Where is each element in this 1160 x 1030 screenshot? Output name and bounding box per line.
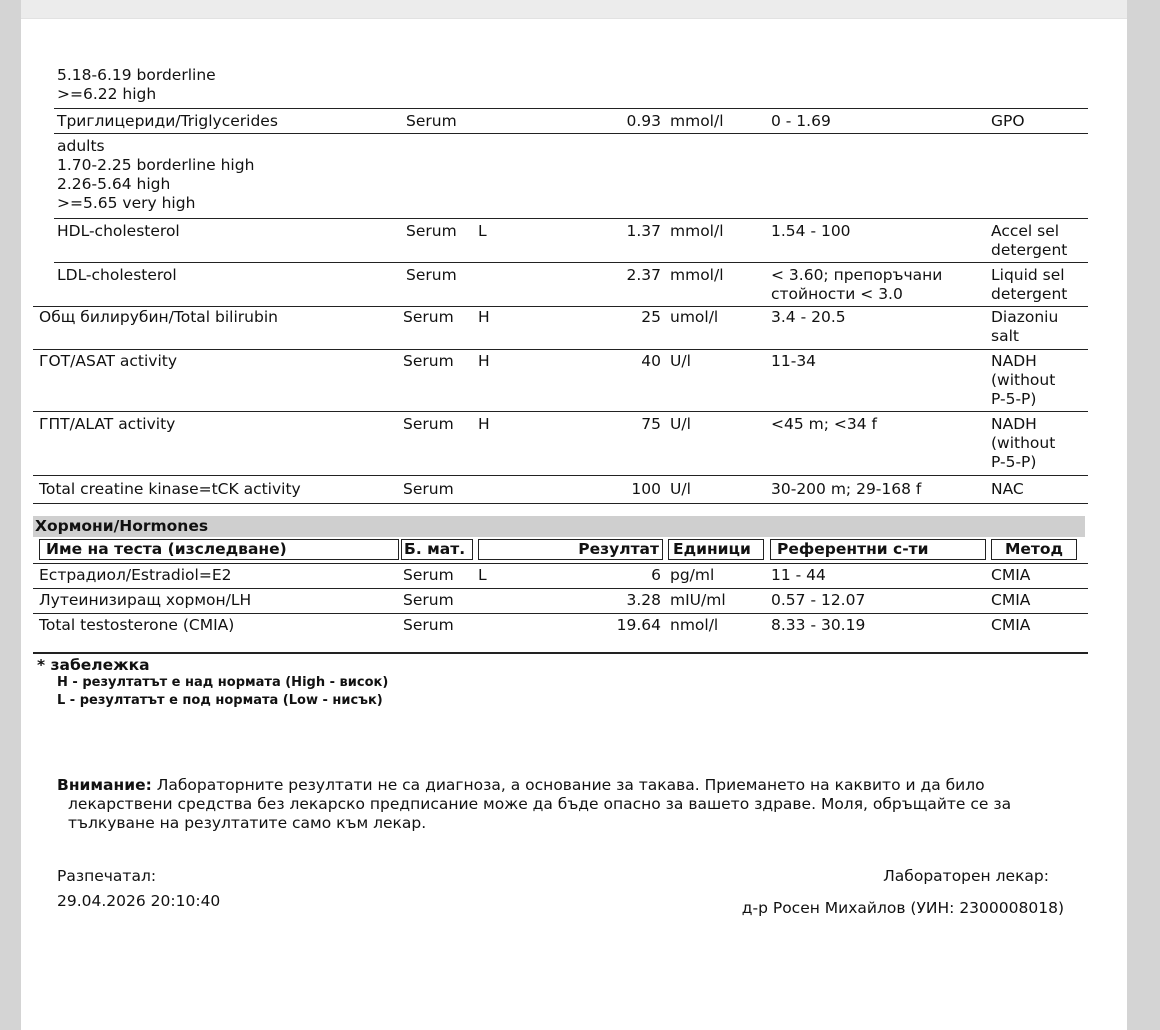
material: Serum	[406, 266, 457, 284]
result-value: 1.37	[626, 222, 661, 240]
unit: mIU/ml	[670, 591, 726, 609]
test-name: HDL-cholesterol	[57, 222, 180, 240]
row-divider	[33, 588, 1088, 589]
row-divider	[33, 503, 1088, 504]
result-value: 25	[641, 308, 661, 326]
unit: mmol/l	[670, 266, 724, 284]
method: NADH	[991, 415, 1037, 433]
test-name: LDL-cholesterol	[57, 266, 177, 284]
method: NADH	[991, 352, 1037, 370]
unit: pg/ml	[670, 566, 715, 584]
doctor-name: д-р Росен Михайлов (УИН: 2300008018)	[741, 899, 1064, 917]
material: Serum	[403, 566, 454, 584]
test-name: Общ билирубин/Total bilirubin	[39, 308, 278, 326]
reference-range: 1.54 - 100	[771, 222, 851, 240]
flag: H	[478, 352, 490, 370]
unit: mmol/l	[670, 222, 724, 240]
material: Serum	[403, 308, 454, 326]
row-divider	[33, 411, 1088, 412]
note-line: >=6.22 high	[57, 85, 157, 103]
test-name: Триглицериди/Triglycerides	[57, 112, 278, 130]
row-divider	[33, 613, 1088, 614]
reference-range: 11-34	[771, 352, 817, 370]
material: Serum	[403, 352, 454, 370]
material: Serum	[406, 222, 457, 240]
result-value: 100	[631, 480, 661, 498]
note-line: >=5.65 very high	[57, 194, 196, 212]
header-test-name: Име на теста (изследване)	[39, 539, 399, 560]
reference-range: стойности < 3.0	[771, 285, 903, 303]
note-line: adults	[57, 137, 105, 155]
method: salt	[991, 327, 1019, 345]
flag: L	[478, 566, 487, 584]
printed-date: 29.04.2026 20:10:40	[57, 892, 221, 910]
header-method: Метод	[991, 539, 1077, 560]
note-line: 1.70-2.25 borderline high	[57, 156, 255, 174]
method: (without	[991, 371, 1056, 389]
unit: umol/l	[670, 308, 719, 326]
method: Accel sel	[991, 222, 1060, 240]
flag: H	[478, 308, 490, 326]
method: GPO	[991, 112, 1025, 130]
legend-title: * забележка	[37, 656, 150, 674]
method: P-5-P)	[991, 390, 1037, 408]
header-result: Резултат	[478, 539, 663, 560]
method: CMIA	[991, 616, 1031, 634]
header-reference: Референтни с-ти	[770, 539, 986, 560]
unit: U/l	[670, 415, 691, 433]
test-name: Total testosterone (CMIA)	[39, 616, 235, 634]
method: CMIA	[991, 566, 1031, 584]
result-value: 6	[651, 566, 661, 584]
row-divider	[33, 306, 1088, 307]
reference-range: 3.4 - 20.5	[771, 308, 846, 326]
method: detergent	[991, 241, 1068, 259]
flag: H	[478, 415, 490, 433]
unit: U/l	[670, 480, 691, 498]
unit: mmol/l	[670, 112, 724, 130]
material: Serum	[403, 591, 454, 609]
lab-report-page	[21, 0, 1127, 1030]
method: P-5-P)	[991, 453, 1037, 471]
warning-line-3: тълкуване на резултатите само към лекар.	[68, 814, 427, 832]
result-value: 75	[641, 415, 661, 433]
material: Serum	[406, 112, 457, 130]
note-line: 5.18-6.19 borderline	[57, 66, 216, 84]
result-value: 40	[641, 352, 661, 370]
row-divider	[54, 108, 1088, 109]
reference-range: 30-200 m; 29-168 f	[771, 480, 922, 498]
reference-range: 0.57 - 12.07	[771, 591, 866, 609]
material: Serum	[403, 480, 454, 498]
row-divider	[54, 262, 1088, 263]
header-material: Б. мат.	[401, 539, 473, 560]
legend-low: L - резултатът е под нормата (Low - нисък)	[57, 693, 383, 708]
header-unit: Единици	[668, 539, 764, 560]
method: NAC	[991, 480, 1024, 498]
viewer-top-bar	[21, 0, 1127, 19]
method: (without	[991, 434, 1056, 452]
result-value: 19.64	[616, 616, 661, 634]
material: Serum	[403, 415, 454, 433]
test-name: Естрадиол/Estradiol=E2	[39, 566, 232, 584]
result-value: 2.37	[626, 266, 661, 284]
legend-high: H - резултатът е над нормата (High - висок)	[57, 675, 389, 690]
unit: U/l	[670, 352, 691, 370]
warning-text: Лабораторните резултати не са диагноза, а основание за такава. Приемането на каквито и да било	[151, 776, 985, 794]
row-divider	[33, 349, 1088, 350]
unit: nmol/l	[670, 616, 719, 634]
reference-range: 8.33 - 30.19	[771, 616, 866, 634]
test-name: Total creatine kinase=tCK activity	[39, 480, 301, 498]
method: Liquid sel	[991, 266, 1065, 284]
test-name: ГОТ/ASAT activity	[39, 352, 178, 370]
reference-range: 0 - 1.69	[771, 112, 831, 130]
result-value: 0.93	[626, 112, 661, 130]
reference-range: <45 m; <34 f	[771, 415, 877, 433]
row-divider	[54, 218, 1088, 219]
test-name: Лутеинизиращ хормон/LH	[39, 591, 252, 609]
row-divider	[33, 475, 1088, 476]
method: Diazoniu	[991, 308, 1059, 326]
printed-by-label: Разпечатал:	[57, 867, 157, 885]
row-divider	[54, 133, 1088, 134]
method: CMIA	[991, 591, 1031, 609]
reference-range: < 3.60; препоръчани	[771, 266, 943, 284]
section-title: Хормони/Hormones	[35, 517, 209, 535]
warning-line-1	[57, 776, 985, 795]
reference-range: 11 - 44	[771, 566, 826, 584]
flag: L	[478, 222, 487, 240]
warning-label: Внимание:	[57, 776, 152, 794]
row-divider	[33, 563, 1088, 564]
method: detergent	[991, 285, 1068, 303]
test-name: ГПТ/ALAT activity	[39, 415, 176, 433]
warning-line-2: лекарствени средства без лекарско предписание може да бъде опасно за вашето здраве. Моля, обръщайте се за	[68, 795, 1012, 813]
result-value: 3.28	[626, 591, 661, 609]
table-end-rule	[33, 652, 1088, 654]
material: Serum	[403, 616, 454, 634]
doctor-label: Лабораторен лекар:	[883, 867, 1049, 885]
note-line: 2.26-5.64 high	[57, 175, 171, 193]
